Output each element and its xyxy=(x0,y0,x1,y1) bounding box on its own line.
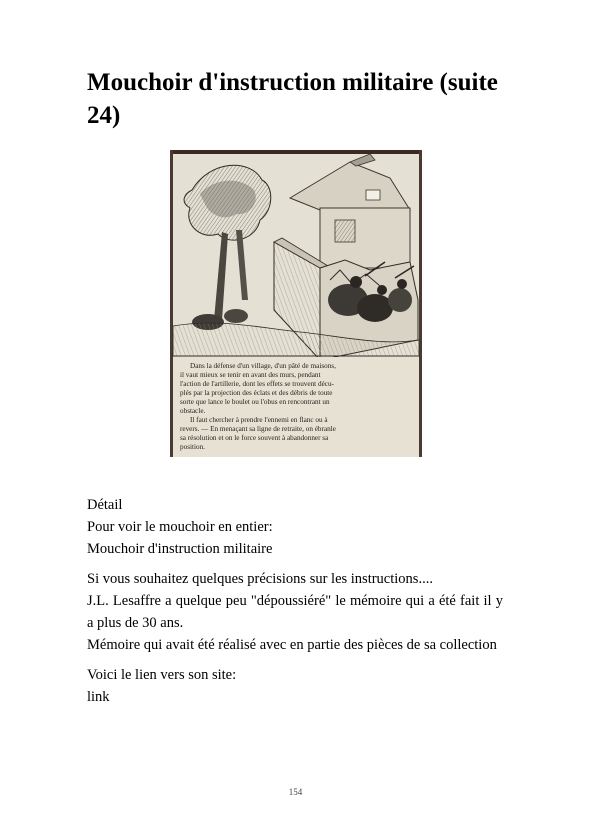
page-title: Mouchoir d'instruction militaire (suite 24) xyxy=(87,69,498,129)
caption-line: obstacle. xyxy=(180,407,206,415)
caption-line: Il faut chercher à prendre l'ennemi en flanc ou à xyxy=(190,416,328,424)
info-line: Mémoire qui avait été réalisé avec en partie des pièces de sa collection xyxy=(87,637,497,653)
page-number: 154 xyxy=(288,787,303,797)
full-view-link[interactable]: Mouchoir d'instruction militaire xyxy=(87,541,273,557)
detail-block xyxy=(87,494,503,560)
body-text xyxy=(87,494,503,716)
caption-line: Dans la défense d'un village, d'un pâté de maisons, xyxy=(190,362,336,370)
info-line: Si vous souhaitez quelques précisions sur les instructions.... xyxy=(87,571,433,587)
caption-line: position. xyxy=(180,443,205,451)
caption-line: sa résolution et on le force souvent à abandonner sa xyxy=(180,434,329,442)
caption-line: sorte que lance le boulet ou l'obus en rencontrant un xyxy=(180,398,330,406)
caption-line: il vaut mieux se tenir en avant des murs, pendant xyxy=(180,371,321,379)
info-line: J.L. Lesaffre a quelque peu "dépoussiéré" le mémoire qui a été fait il y a plus de 30 ans. xyxy=(87,593,503,631)
site-block xyxy=(87,664,503,708)
site-link[interactable]: link xyxy=(87,689,110,705)
engraving-illustration xyxy=(170,150,422,457)
caption-line: l'action de l'artillerie, dont les effets se trouvent décu- xyxy=(180,380,334,388)
site-intro: Voici le lien vers son site: xyxy=(87,667,237,683)
full-view-label: Pour voir le mouchoir en entier: xyxy=(87,519,273,535)
engraving-svg xyxy=(170,150,422,457)
caption-line: revers. — En menaçant sa ligne de retraite, on ébranle xyxy=(180,425,336,433)
caption-line: plés par la projection des éclats et des débris de toute xyxy=(180,389,333,397)
detail-label: Détail xyxy=(87,497,123,513)
info-block xyxy=(87,568,503,656)
